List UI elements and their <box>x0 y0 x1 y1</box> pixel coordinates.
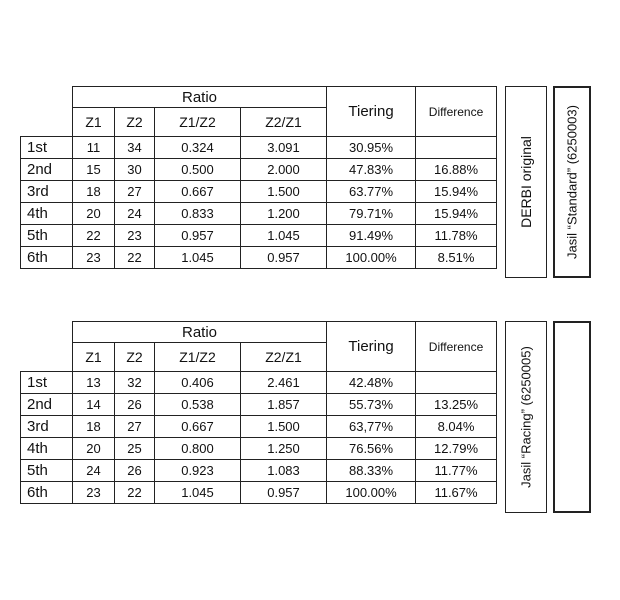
table-row <box>21 181 497 203</box>
tiering-cell: 88.33% <box>327 460 416 482</box>
corner-blank <box>21 322 73 343</box>
z1z2-cell: 0.667 <box>155 181 241 203</box>
table-row <box>21 203 497 225</box>
gear-cell: 5th <box>21 460 73 482</box>
z2-cell: 23 <box>115 225 155 247</box>
z2-cell: 27 <box>115 416 155 438</box>
difference-cell: 11.77% <box>416 460 497 482</box>
z2z1-cell: 1.500 <box>241 181 327 203</box>
derbi-original-label: DERBI original <box>518 136 534 228</box>
z2-cell: 27 <box>115 181 155 203</box>
z1z2-cell: 0.800 <box>155 438 241 460</box>
tiering-header: Tiering <box>327 87 416 137</box>
z2z1-cell: 2.461 <box>241 372 327 394</box>
z2-cell: 34 <box>115 137 155 159</box>
z2-cell: 26 <box>115 394 155 416</box>
z1-cell: 23 <box>73 247 115 269</box>
z1z2-cell: 0.538 <box>155 394 241 416</box>
z1-cell: 18 <box>73 416 115 438</box>
z2z1-header: Z2/Z1 <box>241 343 327 372</box>
tiering-cell: 63.77% <box>327 181 416 203</box>
tiering-cell: 100.00% <box>327 482 416 504</box>
table-row <box>21 460 497 482</box>
z2z1-cell: 3.091 <box>241 137 327 159</box>
jasil-standard-label: Jasil “Standard” (6250003) <box>564 105 580 259</box>
gear-ratio-table-1 <box>20 86 497 269</box>
gear-cell: 6th <box>21 247 73 269</box>
z1z2-cell: 0.923 <box>155 460 241 482</box>
table-row <box>21 482 497 504</box>
difference-cell: 12.79% <box>416 438 497 460</box>
z1z2-header: Z1/Z2 <box>155 343 241 372</box>
z1z2-cell: 0.833 <box>155 203 241 225</box>
z1z2-cell: 0.500 <box>155 159 241 181</box>
table-row <box>21 372 497 394</box>
z1-cell: 11 <box>73 137 115 159</box>
tiering-cell: 63,77% <box>327 416 416 438</box>
table-row <box>21 159 497 181</box>
empty-label-box <box>553 321 591 513</box>
corner-blank <box>21 343 73 372</box>
difference-cell: 16.88% <box>416 159 497 181</box>
z2-header: Z2 <box>115 108 155 137</box>
z2-cell: 30 <box>115 159 155 181</box>
z2z1-header: Z2/Z1 <box>241 108 327 137</box>
z1-cell: 20 <box>73 438 115 460</box>
difference-header: Difference <box>416 322 497 372</box>
z1z2-cell: 0.406 <box>155 372 241 394</box>
gear-cell: 4th <box>21 438 73 460</box>
z1-cell: 24 <box>73 460 115 482</box>
corner-blank <box>21 87 73 108</box>
gear-cell: 2nd <box>21 159 73 181</box>
table-row <box>21 438 497 460</box>
z1-cell: 13 <box>73 372 115 394</box>
corner-blank <box>21 108 73 137</box>
z2-header: Z2 <box>115 343 155 372</box>
difference-header: Difference <box>416 87 497 137</box>
gear-cell: 6th <box>21 482 73 504</box>
z2z1-cell: 1.250 <box>241 438 327 460</box>
z2z1-cell: 1.045 <box>241 225 327 247</box>
difference-cell: 11.78% <box>416 225 497 247</box>
z2z1-cell: 0.957 <box>241 247 327 269</box>
table-row <box>21 225 497 247</box>
z1-header: Z1 <box>73 108 115 137</box>
tiering-cell: 42.48% <box>327 372 416 394</box>
difference-cell: 11.67% <box>416 482 497 504</box>
difference-cell <box>416 137 497 159</box>
z2-cell: 24 <box>115 203 155 225</box>
z1z2-cell: 1.045 <box>155 247 241 269</box>
derbi-original-label-box <box>505 86 547 278</box>
jasil-standard-label-box <box>553 86 591 278</box>
z1-cell: 18 <box>73 181 115 203</box>
z2z1-cell: 1.200 <box>241 203 327 225</box>
tiering-cell: 55.73% <box>327 394 416 416</box>
tiering-header: Tiering <box>327 322 416 372</box>
ratio-header: Ratio <box>73 322 327 343</box>
z2z1-cell: 2.000 <box>241 159 327 181</box>
gear-cell: 4th <box>21 203 73 225</box>
difference-cell: 8.04% <box>416 416 497 438</box>
gear-cell: 1st <box>21 372 73 394</box>
z1-cell: 22 <box>73 225 115 247</box>
z2z1-cell: 0.957 <box>241 482 327 504</box>
gear-cell: 3rd <box>21 416 73 438</box>
tiering-cell: 100.00% <box>327 247 416 269</box>
difference-cell: 15.94% <box>416 181 497 203</box>
z1-header: Z1 <box>73 343 115 372</box>
z1-cell: 14 <box>73 394 115 416</box>
tiering-cell: 76.56% <box>327 438 416 460</box>
z2z1-cell: 1.857 <box>241 394 327 416</box>
difference-cell: 8.51% <box>416 247 497 269</box>
tiering-cell: 47.83% <box>327 159 416 181</box>
z2-cell: 26 <box>115 460 155 482</box>
tiering-cell: 30.95% <box>327 137 416 159</box>
tiering-cell: 79.71% <box>327 203 416 225</box>
gear-cell: 2nd <box>21 394 73 416</box>
z2-cell: 22 <box>115 247 155 269</box>
tiering-cell: 91.49% <box>327 225 416 247</box>
z1-cell: 23 <box>73 482 115 504</box>
difference-cell <box>416 372 497 394</box>
z2-cell: 22 <box>115 482 155 504</box>
z2-cell: 25 <box>115 438 155 460</box>
jasil-racing-label: Jasil “Racing” (6250005) <box>518 346 534 488</box>
jasil-racing-label-box <box>505 321 547 513</box>
z2z1-cell: 1.500 <box>241 416 327 438</box>
z2-cell: 32 <box>115 372 155 394</box>
table-row <box>21 247 497 269</box>
gear-cell: 1st <box>21 137 73 159</box>
difference-cell: 13.25% <box>416 394 497 416</box>
z1z2-header: Z1/Z2 <box>155 108 241 137</box>
z1-cell: 15 <box>73 159 115 181</box>
table-row <box>21 137 497 159</box>
z1z2-cell: 1.045 <box>155 482 241 504</box>
z1-cell: 20 <box>73 203 115 225</box>
gear-cell: 5th <box>21 225 73 247</box>
z1z2-cell: 0.324 <box>155 137 241 159</box>
table-row <box>21 394 497 416</box>
z2z1-cell: 1.083 <box>241 460 327 482</box>
z1z2-cell: 0.957 <box>155 225 241 247</box>
ratio-header: Ratio <box>73 87 327 108</box>
difference-cell: 15.94% <box>416 203 497 225</box>
z1z2-cell: 0.667 <box>155 416 241 438</box>
gear-cell: 3rd <box>21 181 73 203</box>
gear-ratio-table-2 <box>20 321 497 504</box>
table-row <box>21 416 497 438</box>
